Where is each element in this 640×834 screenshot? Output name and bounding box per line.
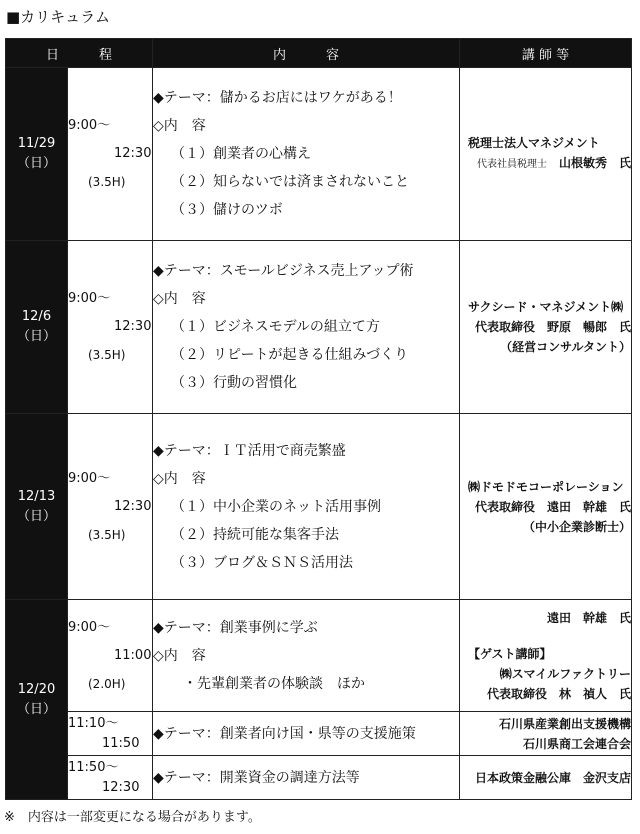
session-row — [6, 414, 632, 600]
session-date: 11/29 （日） — [6, 68, 68, 241]
curriculum-table — [5, 38, 632, 800]
session-content: ◆テーマ：創業事例に学ぶ ◇内 容 ・先輩創業者の体験談 ほか — [153, 600, 460, 712]
session-row — [6, 241, 632, 414]
session-date: 12/20 （日） — [6, 600, 68, 800]
session-time: 11:10〜 11:50 — [68, 712, 153, 756]
session-time: 9:00〜 12:30 (3.5H) — [68, 414, 153, 600]
session-content: ◆テーマ：開業資金の調達方法等 — [153, 756, 460, 800]
session-time: 9:00〜 11:00 (2.0H) — [68, 600, 153, 712]
session-time: 9:00〜 12:30 (3.5H) — [68, 68, 153, 241]
session-date: 12/13 （日） — [6, 414, 68, 600]
session-content: ◆テーマ：ＩＴ活用で商売繁盛 ◇内 容 （１）中小企業のネット活用事例 （２）持続可能な集客手法 （３）ブログ＆ＳＮＳ活用法 — [153, 414, 460, 600]
session-row — [6, 756, 632, 800]
session-instructor: ㈱ドモドモコーポレーション 代表取締役 遠田 幹雄 氏 （中小企業診断士） — [460, 414, 632, 600]
session-content: ◆テーマ：創業者向け国・県等の支援施策 — [153, 712, 460, 756]
page-title: ■カリキュラム — [6, 8, 111, 26]
header-instructor: 講 師 等 — [460, 39, 632, 68]
session-instructor: 石川県産業創出支援機構 石川県商工会連合会 — [460, 712, 632, 756]
session-instructor: 遠田 幹雄 氏 【ゲスト講師】 ㈱スマイルファクトリー 代表取締役 林 禎人 氏 — [460, 600, 632, 712]
session-time: 11:50〜 12:30 — [68, 756, 153, 800]
session-row — [6, 712, 632, 756]
session-instructor: 日本政策金融公庫 金沢支店 — [460, 756, 632, 800]
session-content: ◆テーマ：儲かるお店にはワケがある！ ◇内 容 （１）創業者の心構え （２）知らないでは済まされないこと （３）儲けのツボ — [153, 68, 460, 241]
footnote: ※ 内容は一部変更になる場合があります。 — [4, 810, 261, 825]
session-instructor: 税理士法人マネジメント 代表社員税理士 山根敏秀 氏 — [460, 68, 632, 241]
header-row — [6, 39, 632, 68]
session-time: 9:00〜 12:30 (3.5H) — [68, 241, 153, 414]
header-date: 日 程 — [6, 39, 153, 68]
header-content: 内 容 — [153, 39, 460, 68]
session-date: 12/6 （日） — [6, 241, 68, 414]
session-row — [6, 600, 632, 712]
session-row — [6, 68, 632, 241]
session-content: ◆テーマ：スモールビジネス売上アップ術 ◇内 容 （１）ビジネスモデルの組立て方 （２）リピートが起きる仕組みづくり （３）行動の習慣化 — [153, 241, 460, 414]
session-instructor: サクシード・マネジメント㈱ 代表取締役 野原 暢郎 氏 （経営コンサルタント） — [460, 241, 632, 414]
